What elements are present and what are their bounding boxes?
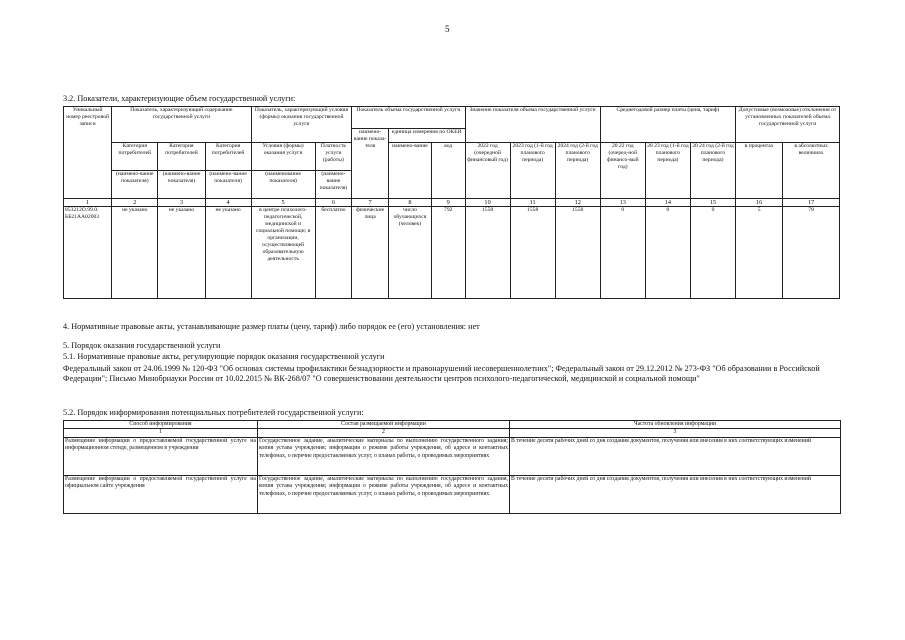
col-number: 5 [251, 199, 315, 207]
col-number: 2 [258, 429, 510, 437]
header-indicator-name: наимено-вание показа-теля [352, 129, 389, 199]
informing-table [63, 420, 841, 514]
cell-category-3: не указано [205, 207, 251, 299]
col-number: 13 [600, 199, 645, 207]
header-fee-2024: 20 24 год (2-й год планового периода) [690, 143, 735, 199]
col-number: 2 [112, 199, 158, 207]
volume-indicators-table [63, 106, 840, 299]
cell-category-2: не указано [158, 207, 205, 299]
header-unit-code: код [431, 143, 465, 199]
col-number: 1 [64, 429, 258, 437]
header-method: Способ информирования [64, 421, 258, 429]
cell-value-2023: 1558 [510, 207, 555, 299]
header-volume-values: Значение показателя объема государственной услуги [465, 107, 600, 143]
cell-indicator-name: физические лица [352, 207, 389, 299]
header-cat-1: Категория потребителей [112, 143, 158, 171]
cell-deviation-absolute: 78 [783, 207, 840, 299]
cell-unit-code: 792 [431, 207, 465, 299]
col-number: 7 [352, 199, 389, 207]
cell-fee-2022: 0 [600, 207, 645, 299]
col-number: 6 [315, 199, 352, 207]
col-number: 14 [645, 199, 690, 207]
cell-value-2022: 1558 [465, 207, 510, 299]
section-5-title: 5. Порядок оказания государственной услуги [63, 341, 221, 350]
header-unit-okei: единица измерения по ОКЕИ [388, 129, 465, 143]
col-number: 11 [510, 199, 555, 207]
header-duration: Платность услуги (работы) [315, 143, 352, 171]
header-form: Условия (формы) оказания услуги [251, 143, 315, 171]
header-year-2022: 2022 год (очередной финансовый год) [465, 143, 510, 199]
header-cat-2: Категория потребителей [158, 143, 205, 171]
cell-conditions: в центре психолого-педагогической, медицинской и социальной помощи; в организации, осуществляющей образовательную деятельность [251, 207, 315, 299]
cell-value-2024: 1558 [555, 207, 600, 299]
method-cell: Размещение информации о предоставляемой государственной услуге на информационном стенде, размещенном в учреждении [64, 437, 258, 475]
frequency-cell: В течение десяти рабочих дней со дня создания документов, получения или внесения в них соответствующих изменений [510, 475, 841, 513]
cell-payment: бесплатно [315, 207, 352, 299]
registry-number: 853212О.99.0. ББ21АА02003 [64, 207, 112, 299]
header-fee-2023: 20 23 год (1-й год планового периода) [645, 143, 690, 199]
table-row [64, 207, 840, 299]
method-cell: Размещение информации о предоставляемой государственной услуге на официальном сайте учреждения [64, 475, 258, 513]
cell-category-1: не указано [112, 207, 158, 299]
header-cat-3: Категория потребителей [205, 143, 251, 171]
header-conditions-indicator: Показатель, характеризующий условия (формы) оказания государственной услуги [251, 107, 352, 143]
col-number: 3 [510, 429, 841, 437]
header-fee-2022: 20 22 год (очеред-ной финансо-вый год) [600, 143, 645, 199]
header-frequency: Частота обновления информации [510, 421, 841, 429]
content-cell: Государственное задание, аналитические материалы по выполнению государственного задания, копия устава учреждения; информация о режиме работы учреждения, об адресе и контактных телефонах, о перечне предоставляемых услуг, о планах работы, о проводимых мероприятиях [258, 475, 510, 513]
header-unique-no: Уникальный номер реестровой записи [64, 107, 112, 199]
col-number: 10 [465, 199, 510, 207]
frequency-cell: В течение десяти рабочих дней со дня создания документов, получения или внесения в них соответствующих изменений [510, 437, 841, 475]
section-4-text: 4. Нормативные правовые акты, устанавливающие размер платы (цену, тариф) либо порядок ее (его) установления: нет [63, 322, 480, 331]
content-cell: Государственное задание, аналитические материалы по выполнению государственного задания; копия устава учреждения; информация о режиме работы учреждения, об адресе и контактных телефонах, о перечне предоставляемых услуг, о планах работы, о проводимых мероприятиях [258, 437, 510, 475]
col-number: 17 [783, 199, 840, 207]
header-year-2024: 2024 год (2-й год планового периода) [555, 143, 600, 199]
col-number: 8 [388, 199, 431, 207]
header-naim-5: (наимено-вание показателя) [315, 171, 352, 199]
cell-fee-2024: 0 [690, 207, 735, 299]
header-naim-4: (наименование показателя) [251, 171, 315, 199]
header-naim-3: (наимено-вание показателя) [205, 171, 251, 199]
table-row [64, 437, 841, 475]
col-number: 12 [555, 199, 600, 207]
col-number: 3 [158, 199, 205, 207]
cell-deviation-percent: 5 [736, 207, 783, 299]
page-number: 5 [445, 24, 450, 34]
col-number: 1 [64, 199, 112, 207]
cell-unit-name: число обучающихся (человек) [388, 207, 431, 299]
header-naim-2: (наимено-вание показателя) [158, 171, 205, 199]
col-number: 9 [431, 199, 465, 207]
section-5-1-title: 5.1. Нормативные правовые акты, регулирующие порядок оказания государственной услуги [63, 352, 385, 361]
col-number: 15 [690, 199, 735, 207]
header-volume-indicator: Показатель объема государственной услуги [352, 107, 465, 129]
header-content-indicator: Показатель, характеризующий содержание государственной услуги [112, 107, 251, 143]
section-3-2-title: 3.2. Показатели, характеризующие объем государственной услуги: [63, 94, 296, 103]
header-absolute: в абсолютных величинах [783, 143, 840, 199]
header-avg-fee: Среднегодовой размер платы (цена, тариф) [600, 107, 735, 143]
header-naim-1: (наимено-вание показателя) [112, 171, 158, 199]
header-unit-name: наимено-вание [388, 143, 431, 199]
header-allowed-deviation: Допустимые (возможные) отклонения от установленных показателей объема государственной услуги [736, 107, 840, 143]
header-year-2023: 2023 год (1-й год планового периода) [510, 143, 555, 199]
header-percent: в процентах [736, 143, 783, 199]
col-number: 4 [205, 199, 251, 207]
laws-text: Федеральный закон от 24.06.1999 № 120-ФЗ "Об основах системы профилактики безнадзорности и правонарушений несовершеннолетних"; Федеральный закон от 29.12.2012 № 273-ФЗ "Об образовании в Российской Федерации"; Письмо Минобрнауки России от 10.02.2015 № ВК-268/07 "О совершенствовании деятельности центров психолого-педагогической, медицинской и социальной помощи" [63, 364, 820, 383]
section-5-2-title: 5.2. Порядок информирования потенциальных потребителей государственной услуги: [63, 408, 364, 417]
header-content: Состав размещаемой информации [258, 421, 510, 429]
cell-fee-2023: 0 [645, 207, 690, 299]
col-number: 16 [736, 199, 783, 207]
table-row [64, 475, 841, 513]
